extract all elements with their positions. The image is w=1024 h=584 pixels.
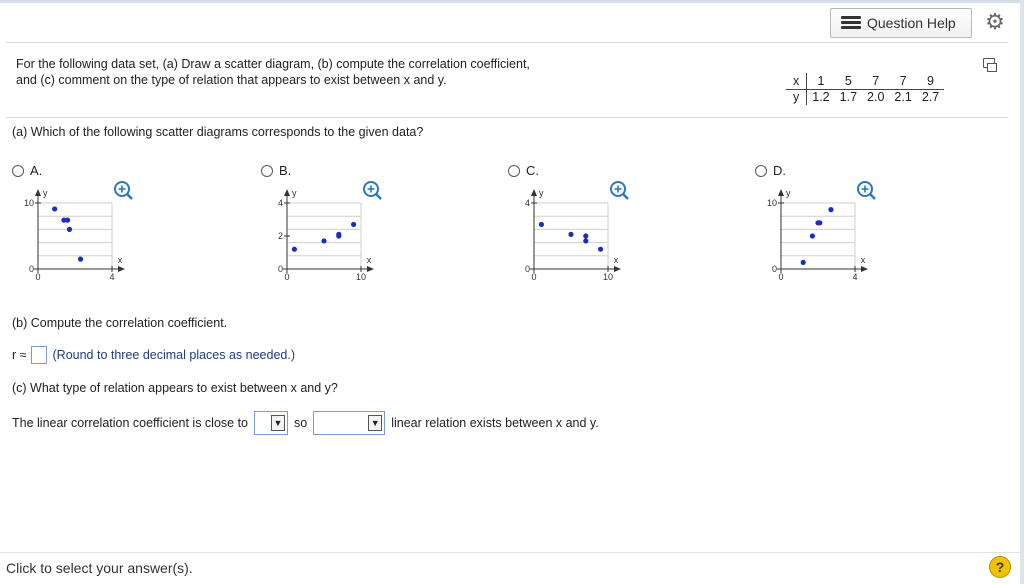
data-point — [336, 232, 341, 237]
y-value: 2.0 — [862, 89, 889, 105]
x-zero-tick-label: 0 — [531, 272, 537, 282]
gear-icon[interactable]: ⚙ — [985, 9, 1005, 34]
zoom-icon[interactable] — [858, 182, 875, 199]
r-answer-line — [12, 346, 295, 364]
y-row — [786, 89, 944, 105]
data-point — [828, 207, 833, 212]
x-axis-arrow — [118, 266, 125, 272]
part-b-question: (b) Compute the correlation coefficient. — [12, 316, 228, 330]
data-point — [817, 220, 822, 225]
right-scroll-edge — [1020, 0, 1024, 584]
y-max-tick-label: 10 — [766, 198, 777, 208]
relation-answer-line — [12, 411, 599, 435]
r-answer-input[interactable] — [31, 346, 47, 364]
zoom-icon[interactable] — [364, 182, 381, 199]
y-header: y — [786, 89, 807, 105]
status-message: Click to select your answer(s). — [6, 560, 193, 576]
help-icon[interactable]: ? — [989, 556, 1011, 578]
scatter-plot-b — [261, 181, 391, 296]
y-max-tick-label: 10 — [23, 198, 34, 208]
so-word: so — [294, 416, 308, 430]
data-point — [321, 238, 326, 243]
data-point — [292, 247, 297, 252]
y-zero-tick-label: 0 — [28, 264, 34, 274]
x-zero-tick-label: 0 — [284, 272, 290, 282]
x-max-tick-label: 4 — [852, 272, 858, 282]
x-axis-label: x — [860, 255, 866, 265]
r-prefix: r ≈ — [12, 348, 27, 362]
question-help-label: Question Help — [867, 15, 956, 31]
question-help-button[interactable] — [830, 8, 972, 38]
x-axis-arrow — [861, 266, 868, 272]
x-max-tick-label: 4 — [109, 272, 115, 282]
y-zero-tick-label: 0 — [524, 264, 530, 274]
y-axis-label: y — [43, 188, 48, 198]
y-axis-arrow — [778, 189, 784, 196]
y-axis-label: y — [292, 188, 297, 198]
option-a[interactable] — [12, 163, 142, 298]
radio-button[interactable] — [508, 165, 520, 177]
data-point — [78, 257, 83, 262]
data-point — [351, 222, 356, 227]
data-point — [810, 233, 815, 238]
x-row — [786, 73, 944, 89]
x-header: x — [786, 73, 807, 89]
scatter-plot-a — [12, 181, 142, 296]
option-d[interactable] — [755, 163, 885, 298]
x-value: 1 — [817, 73, 825, 88]
x-zero-tick-label: 0 — [35, 272, 41, 282]
y-zero-tick-label: 0 — [771, 264, 777, 274]
option-label: C. — [526, 163, 539, 178]
x-max-tick-label: 10 — [602, 272, 614, 282]
sentence-start: The linear correlation coefficient is close to — [12, 416, 248, 430]
x-max-tick-label: 10 — [355, 272, 367, 282]
data-point — [598, 247, 603, 252]
data-point — [539, 222, 544, 227]
scatter-plot-d — [755, 181, 885, 296]
data-point — [65, 218, 70, 223]
y-value: 1.7 — [835, 89, 862, 105]
x-axis-arrow — [367, 266, 374, 272]
data-point — [568, 232, 573, 237]
zoom-icon-handle — [623, 194, 628, 199]
option-label: D. — [773, 163, 786, 178]
y-max-tick-label: 4 — [524, 198, 530, 208]
x-axis-arrow — [614, 266, 621, 272]
option-b[interactable] — [261, 163, 391, 298]
zoom-icon-handle — [870, 194, 875, 199]
problem-line-1: For the following data set, (a) Draw a scatter diagram, (b) compute the correlation coefficient, — [16, 57, 530, 71]
x-axis-label: x — [613, 255, 619, 265]
part-a-question: (a) Which of the following scatter diagrams corresponds to the given data? — [12, 125, 424, 139]
data-point — [67, 227, 72, 232]
x-value: 9 — [927, 73, 934, 88]
x-value: 7 — [899, 73, 907, 88]
option-d-header[interactable] — [755, 163, 786, 178]
option-label: A. — [30, 163, 43, 178]
data-point — [801, 260, 806, 265]
data-point — [52, 206, 57, 211]
sentence-end: linear relation exists between x and y. — [391, 416, 599, 430]
radio-button[interactable] — [755, 165, 767, 177]
y-value: 2.7 — [917, 89, 944, 105]
radio-button[interactable] — [261, 165, 273, 177]
y-axis-arrow — [284, 189, 290, 196]
y-mid-tick-label: 2 — [277, 231, 283, 241]
problem-line-2: and (c) comment on the type of relation that appears to exist between x and y. — [16, 73, 447, 87]
y-value: 1.2 — [807, 89, 835, 105]
dropdown-arrow-icon: ▼ — [368, 415, 382, 431]
option-c-header[interactable] — [508, 163, 539, 178]
top-border — [0, 0, 1024, 3]
x-zero-tick-label: 0 — [778, 272, 784, 282]
radio-button[interactable] — [12, 165, 24, 177]
zoom-icon-handle — [127, 194, 132, 199]
option-b-header[interactable] — [261, 163, 291, 178]
option-a-header[interactable] — [12, 163, 42, 178]
correlation-value-dropdown[interactable] — [254, 411, 288, 435]
y-value: 2.1 — [889, 89, 916, 105]
y-max-tick-label: 4 — [277, 198, 283, 208]
problem-statement — [16, 56, 656, 88]
y-zero-tick-label: 0 — [277, 264, 283, 274]
copy-data-icon[interactable] — [983, 58, 995, 68]
y-axis-arrow — [35, 189, 41, 196]
rounding-instruction: (Round to three decimal places as needed.) — [52, 348, 296, 362]
x-axis-label: x — [366, 255, 372, 265]
data-table — [786, 73, 944, 105]
x-axis-label: x — [117, 255, 123, 265]
header-divider — [6, 42, 1008, 43]
dropdown-arrow-icon: ▼ — [271, 415, 285, 431]
relation-type-dropdown[interactable] — [313, 411, 385, 435]
list-icon — [841, 16, 861, 30]
zoom-icon[interactable] — [115, 182, 132, 199]
y-axis-label: y — [539, 188, 544, 198]
x-value: 5 — [844, 73, 852, 88]
part-c-question: (c) What type of relation appears to exist between x and y? — [12, 381, 338, 395]
zoom-icon[interactable] — [611, 182, 628, 199]
option-c[interactable] — [508, 163, 638, 298]
data-point — [583, 238, 588, 243]
option-label: B. — [279, 163, 292, 178]
data-point — [583, 233, 588, 238]
y-axis-arrow — [531, 189, 537, 196]
zoom-icon-handle — [376, 194, 381, 199]
scatter-plot-c — [508, 181, 638, 296]
y-axis-label: y — [786, 188, 791, 198]
problem-divider — [6, 117, 1008, 118]
x-value: 7 — [872, 73, 880, 88]
